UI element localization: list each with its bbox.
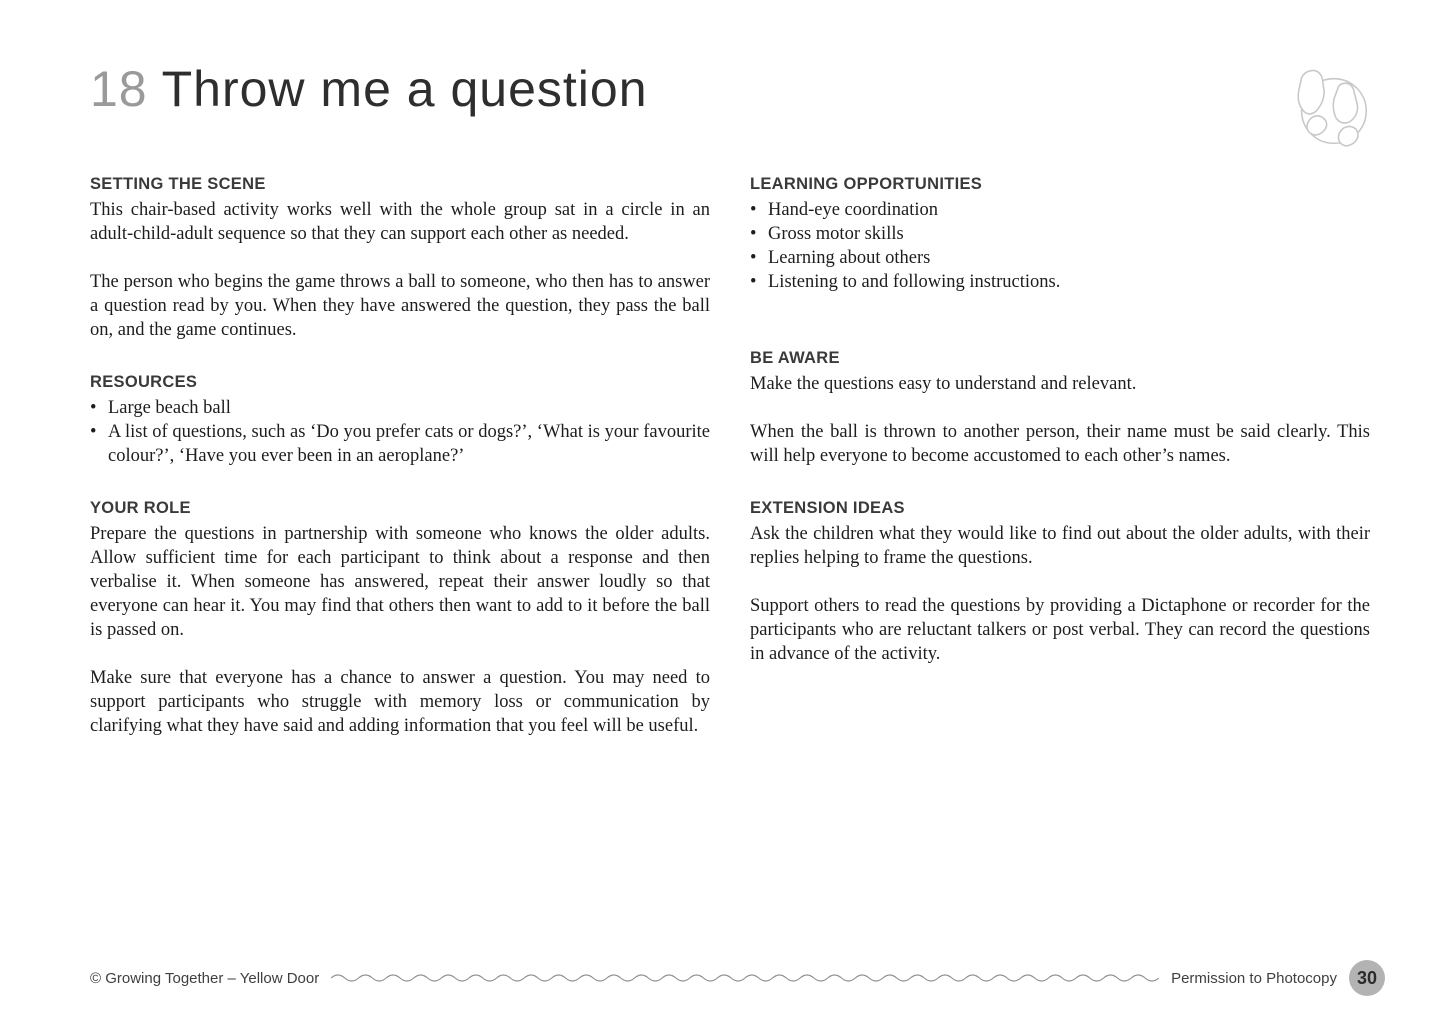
section-your-role (90, 496, 710, 738)
copyright-text: © Growing Together – Yellow Door (90, 969, 320, 987)
paragraph: The person who begins the game throws a ball to someone, who then has to answer a question read by you. When they have answered the question, they pass the ball on, and the game continues. (90, 272, 710, 340)
section-heading: EXTENSION IDEAS (750, 499, 905, 517)
section-heading: LEARNING OPPORTUNITIES (750, 175, 983, 193)
section-heading: BE AWARE (750, 349, 840, 367)
paragraph: Prepare the questions in partnership with someone who knows the older adults. Allow sufficient time for each participant to think about a response and then verbalise it. When someone has answered, repeat their answer loudly so that everyone can hear it. You may find that others then want to add to it before the ball is passed on. (90, 524, 710, 640)
page-header (90, 62, 1385, 117)
permission-text: Permission to Photocopy (1171, 969, 1337, 987)
section-resources (90, 370, 710, 468)
section-be-aware (750, 346, 1370, 468)
page-footer (90, 960, 1385, 996)
activity-number: 18 (90, 61, 148, 117)
paragraph: When the ball is thrown to another person, their name must be said clearly. This will help everyone to become accustomed to each other’s names. (750, 422, 1370, 466)
section-heading: SETTING THE SCENE (90, 175, 266, 193)
bullet-item: • Gross motor skills (750, 222, 1370, 246)
section-heading: RESOURCES (90, 373, 198, 391)
left-column (90, 172, 710, 766)
paragraph: Make the questions easy to understand and relevant. (750, 374, 1137, 394)
paragraph: Ask the children what they would like to find out about the older adults, with their replies helping to frame the questions. (750, 524, 1370, 568)
section-extension-ideas (750, 496, 1370, 666)
page-title (90, 62, 1385, 117)
wavy-divider (331, 973, 1159, 983)
activity-title: Throw me a question (161, 61, 648, 117)
bullet-item: • A list of questions, such as ‘Do you prefer cats or dogs?’, ‘What is your favourite colour?’, ‘Have you ever been in an aeroplane?’ (90, 420, 710, 468)
bullet-item: • Listening to and following instructions. (750, 270, 1370, 294)
bullet-item: • Learning about others (750, 246, 1370, 270)
bullet-list (90, 396, 710, 468)
content-columns (90, 172, 1370, 766)
section-learning-opportunities (750, 172, 1370, 294)
section-setting-the-scene (90, 172, 710, 342)
bullet-item: • Hand-eye coordination (750, 198, 1370, 222)
bullet-item: • Large beach ball (90, 396, 710, 420)
paragraph: Make sure that everyone has a chance to answer a question. You may need to support participants who struggle with memory loss or communication by clarifying what they have said and adding information that you feel will be useful. (90, 668, 710, 736)
page-number-badge: 30 (1349, 960, 1385, 996)
paragraph: This chair-based activity works well with the whole group sat in a circle in an adult-child-adult sequence so that they can support each other as needed. (90, 200, 710, 244)
footprints-on-ball-icon (1281, 62, 1379, 160)
paragraph: Support others to read the questions by providing a Dictaphone or recorder for the participants who are reluctant talkers or post verbal. They can record the questions in advance of the activity. (750, 596, 1370, 664)
bullet-list (750, 198, 1370, 294)
section-heading: YOUR ROLE (90, 499, 191, 517)
right-column (750, 172, 1370, 766)
